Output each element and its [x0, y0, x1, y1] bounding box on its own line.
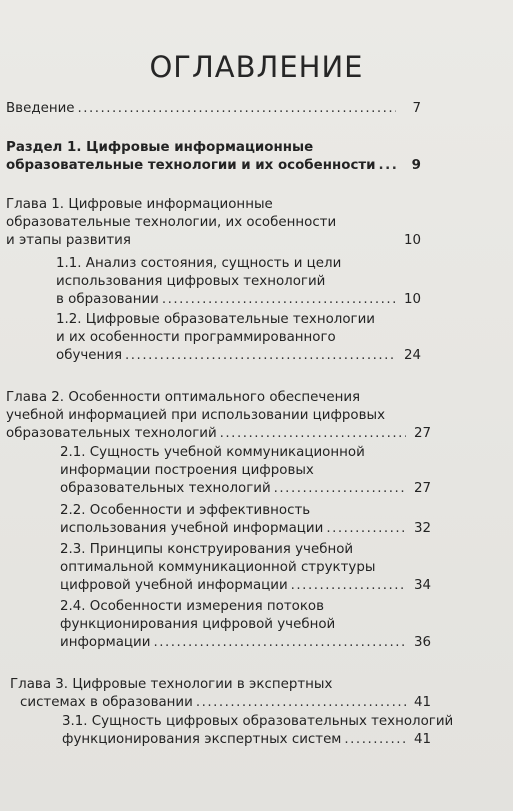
toc-entry-text: Раздел 1. Цифровые информационные: [6, 140, 314, 155]
toc-leader-dots: [125, 347, 396, 365]
toc-entry-2-3: [60, 541, 431, 595]
toc-entry-text: образовательных технологий: [6, 426, 217, 441]
toc-entry-chapter-3: [10, 676, 431, 712]
toc-entry-text: функционирования цифровой учебной: [60, 617, 336, 632]
toc-entry-text: и их особенности программированного: [56, 330, 336, 345]
page-title: ОГЛАВЛЕНИЕ: [149, 50, 364, 84]
toc-entry-introduction: [6, 100, 421, 118]
toc-page-number: 10: [403, 292, 421, 307]
toc-page-number: 24: [403, 348, 421, 363]
toc-leader-dots: [153, 634, 406, 652]
toc-entry-text: системах в образовании: [20, 695, 193, 710]
toc-leader-dots: [196, 694, 406, 712]
toc-entry-text: 2.4. Особенности измерения потоков: [60, 599, 325, 614]
toc-leader-dots: [326, 520, 406, 538]
toc-entry-text: использования учебной информации: [60, 521, 324, 536]
toc-leader-dots: [379, 157, 396, 175]
toc-entry-section-1: [6, 139, 421, 175]
toc-page-number: 9: [411, 158, 421, 173]
toc-entry-text: информации: [60, 635, 151, 650]
toc-entry-text: 2.3. Принципы конструирования учебной: [60, 542, 354, 557]
toc-entry-text: Введение: [6, 101, 75, 116]
toc-entry-1-2: [56, 311, 421, 365]
toc-entry-2-1: [60, 444, 431, 498]
toc-leader-dots: [291, 577, 406, 595]
toc-leader-dots: [78, 100, 396, 118]
toc-page-number: 41: [413, 732, 431, 747]
toc-entry-text: использования цифровых технологий: [56, 274, 326, 289]
toc-leader-dots: [344, 731, 406, 749]
toc-entry-text: 2.2. Особенности и эффективность: [60, 503, 311, 518]
toc-entry-chapter-1: [6, 196, 421, 250]
toc-entry-text: 2.1. Сущность учебной коммуникационной: [60, 445, 365, 460]
toc-leader-dots: [162, 291, 396, 309]
toc-entry-text: функционирования экспертных систем: [62, 732, 342, 747]
toc-entry-chapter-2: [6, 389, 431, 443]
toc-page-number: 34: [413, 578, 431, 593]
toc-entry-text: Глава 3. Цифровые технологии в экспертных: [10, 677, 333, 692]
toc-page-number: 7: [412, 101, 421, 116]
toc-page-number: 27: [413, 426, 431, 441]
toc-entry-text: образовательные технологии и их особенности: [6, 158, 376, 173]
toc-entry-text: 1.2. Цифровые образовательные технологии: [56, 312, 375, 327]
toc-entry-text: Глава 1. Цифровые информационные: [6, 197, 273, 212]
toc-page-number: 41: [413, 695, 431, 710]
toc-entry-text: Глава 2. Особенности оптимального обеспечения: [6, 390, 361, 405]
toc-entry-text: в образовании: [56, 292, 159, 307]
toc-entry-text: цифровой учебной информации: [60, 578, 288, 593]
toc-page-number: 32: [413, 521, 431, 536]
toc-entry-text: образовательных технологий: [60, 481, 271, 496]
toc-entry-text: 3.1. Сущность цифровых образовательных технологий: [62, 714, 454, 729]
toc-page-number: 10: [403, 233, 421, 248]
toc-entry-2-2: [60, 502, 431, 538]
toc-page-number: 27: [413, 481, 431, 496]
toc-entry-text: образовательные технологии, их особенности: [6, 215, 337, 230]
toc-entry-text: учебной информацией при использовании цифровых: [6, 408, 386, 423]
toc-entry-2-4: [60, 598, 431, 652]
toc-entry-text: информации построения цифровых: [60, 463, 314, 478]
toc-leader-dots: [220, 425, 406, 443]
toc-entry-1-1: [56, 255, 421, 309]
toc-page-number: 36: [413, 635, 431, 650]
toc-entry-text: оптимальной коммуникационной структуры: [60, 560, 376, 575]
toc-entry-text: и этапы развития: [6, 233, 131, 248]
toc-entry-text: обучения: [56, 348, 123, 363]
toc-leader-dots: [274, 480, 406, 498]
toc-entry-3-1: [62, 713, 454, 749]
toc-entry-text: 1.1. Анализ состояния, сущность и цели: [56, 256, 342, 271]
